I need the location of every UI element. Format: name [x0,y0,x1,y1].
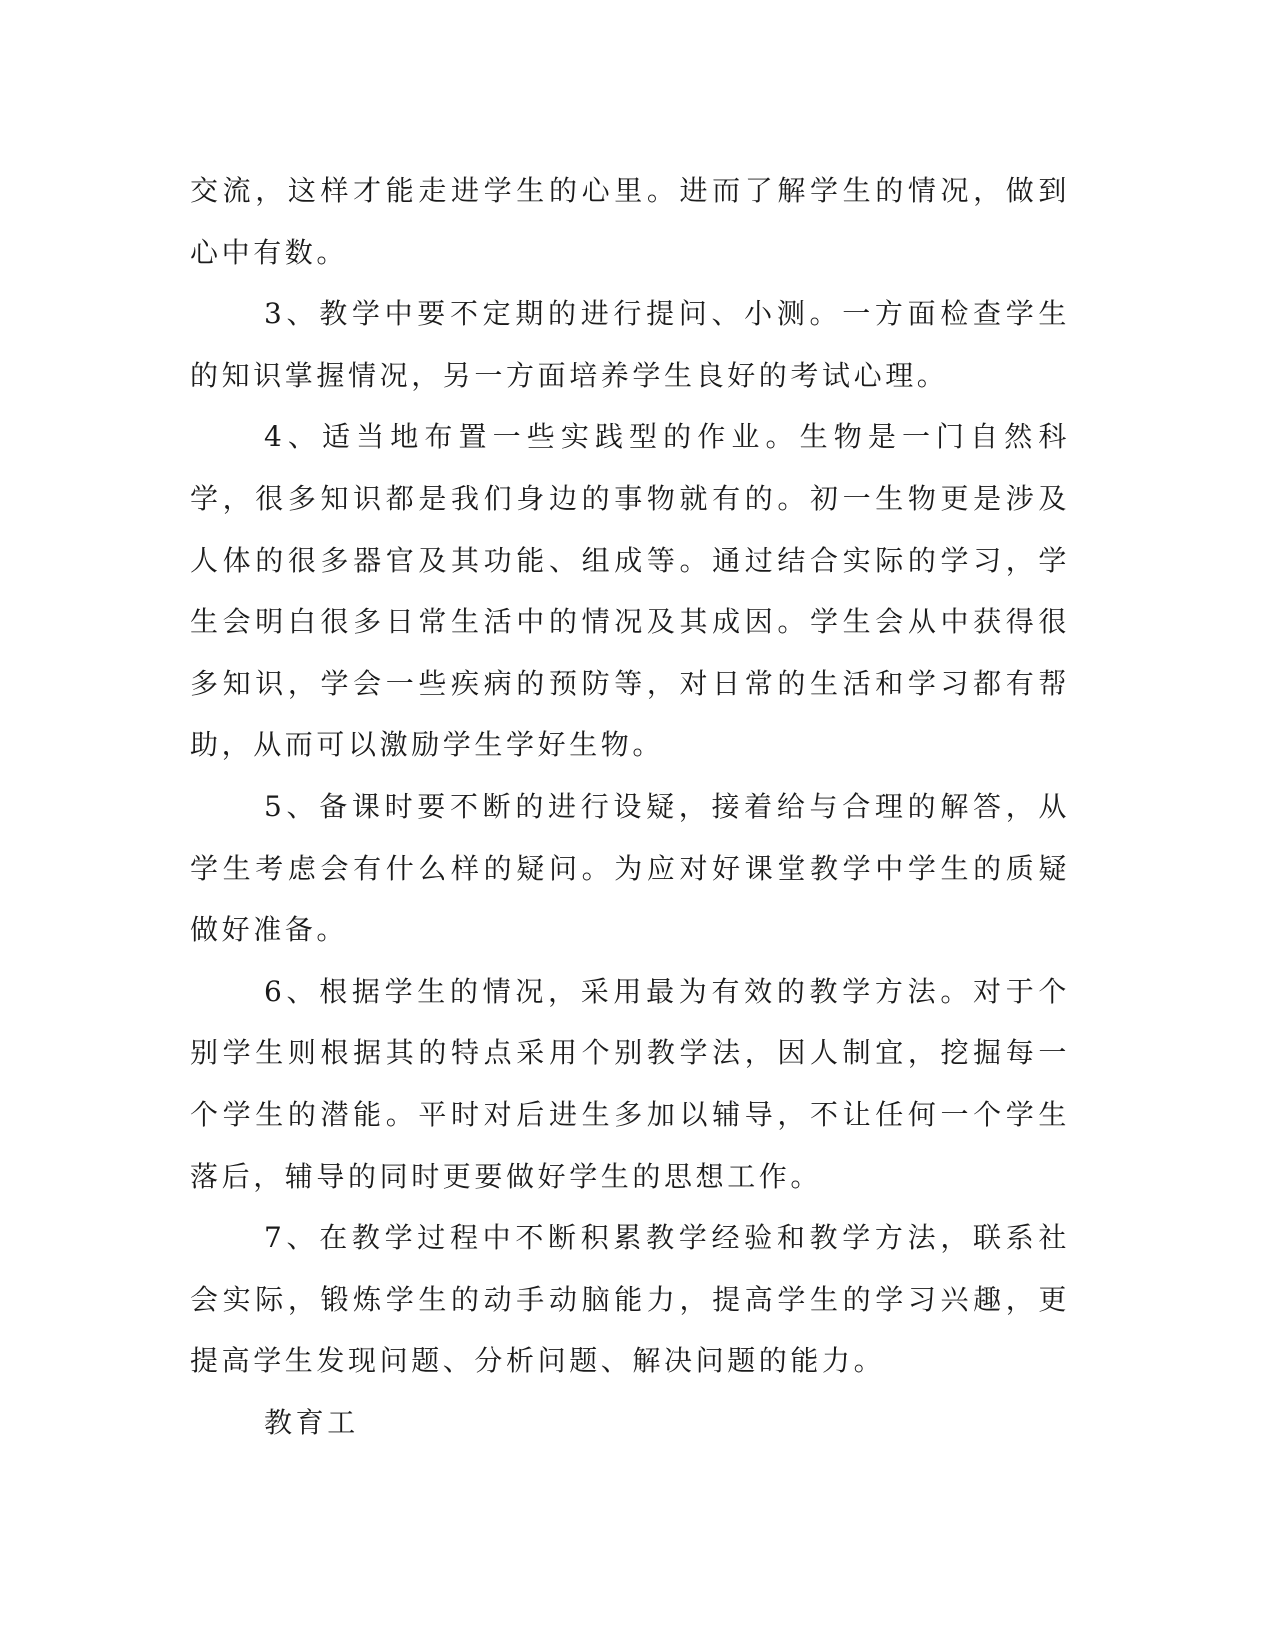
body-text [190,160,1070,1453]
paragraph-item-6: 6、根据学生的情况，采用最为有效的教学方法。对于个别学生则根据其的特点采用个别教学法，因人制宜，挖掘每一个学生的潜能。平时对后进生多加以辅导，不让任何一个学生落后，辅导的同时更要做好学生的思想工作。 [190,974,1070,1193]
paragraph-heading-fragment: 教育工 [264,1405,359,1439]
paragraph-item-4: 4、适当地布置一些实践型的作业。生物是一门自然科学，很多知识都是我们身边的事物就有的。初一生物更是涉及人体的很多器官及其功能、组成等。通过结合实际的学习，学生会明白很多日常生活中的情况及其成因。学生会从中获得很多知识，学会一些疾病的预防等，对日常的生活和学习都有帮助，从而可以激励学生学好生物。 [190,420,1070,762]
paragraph-item-3: 3、教学中要不定期的进行提问、小测。一方面检查学生的知识掌握情况，另一方面培养学生良好的考试心理。 [190,297,1070,392]
paragraph-item-7: 7、在教学过程中不断积累教学经验和教学方法，联系社会实际，锻炼学生的动手动脑能力，提高学生的学习兴趣，更提高学生发现问题、分析问题、解决问题的能力。 [190,1221,1070,1378]
paragraph-continuation: 交流，这样才能走进学生的心里。进而了解学生的情况，做到心中有数。 [190,174,1070,269]
paragraph-item-5: 5、备课时要不断的进行设疑，接着给与合理的解答，从学生考虑会有什么样的疑问。为应对好课堂教学中学生的质疑做好准备。 [190,789,1070,947]
